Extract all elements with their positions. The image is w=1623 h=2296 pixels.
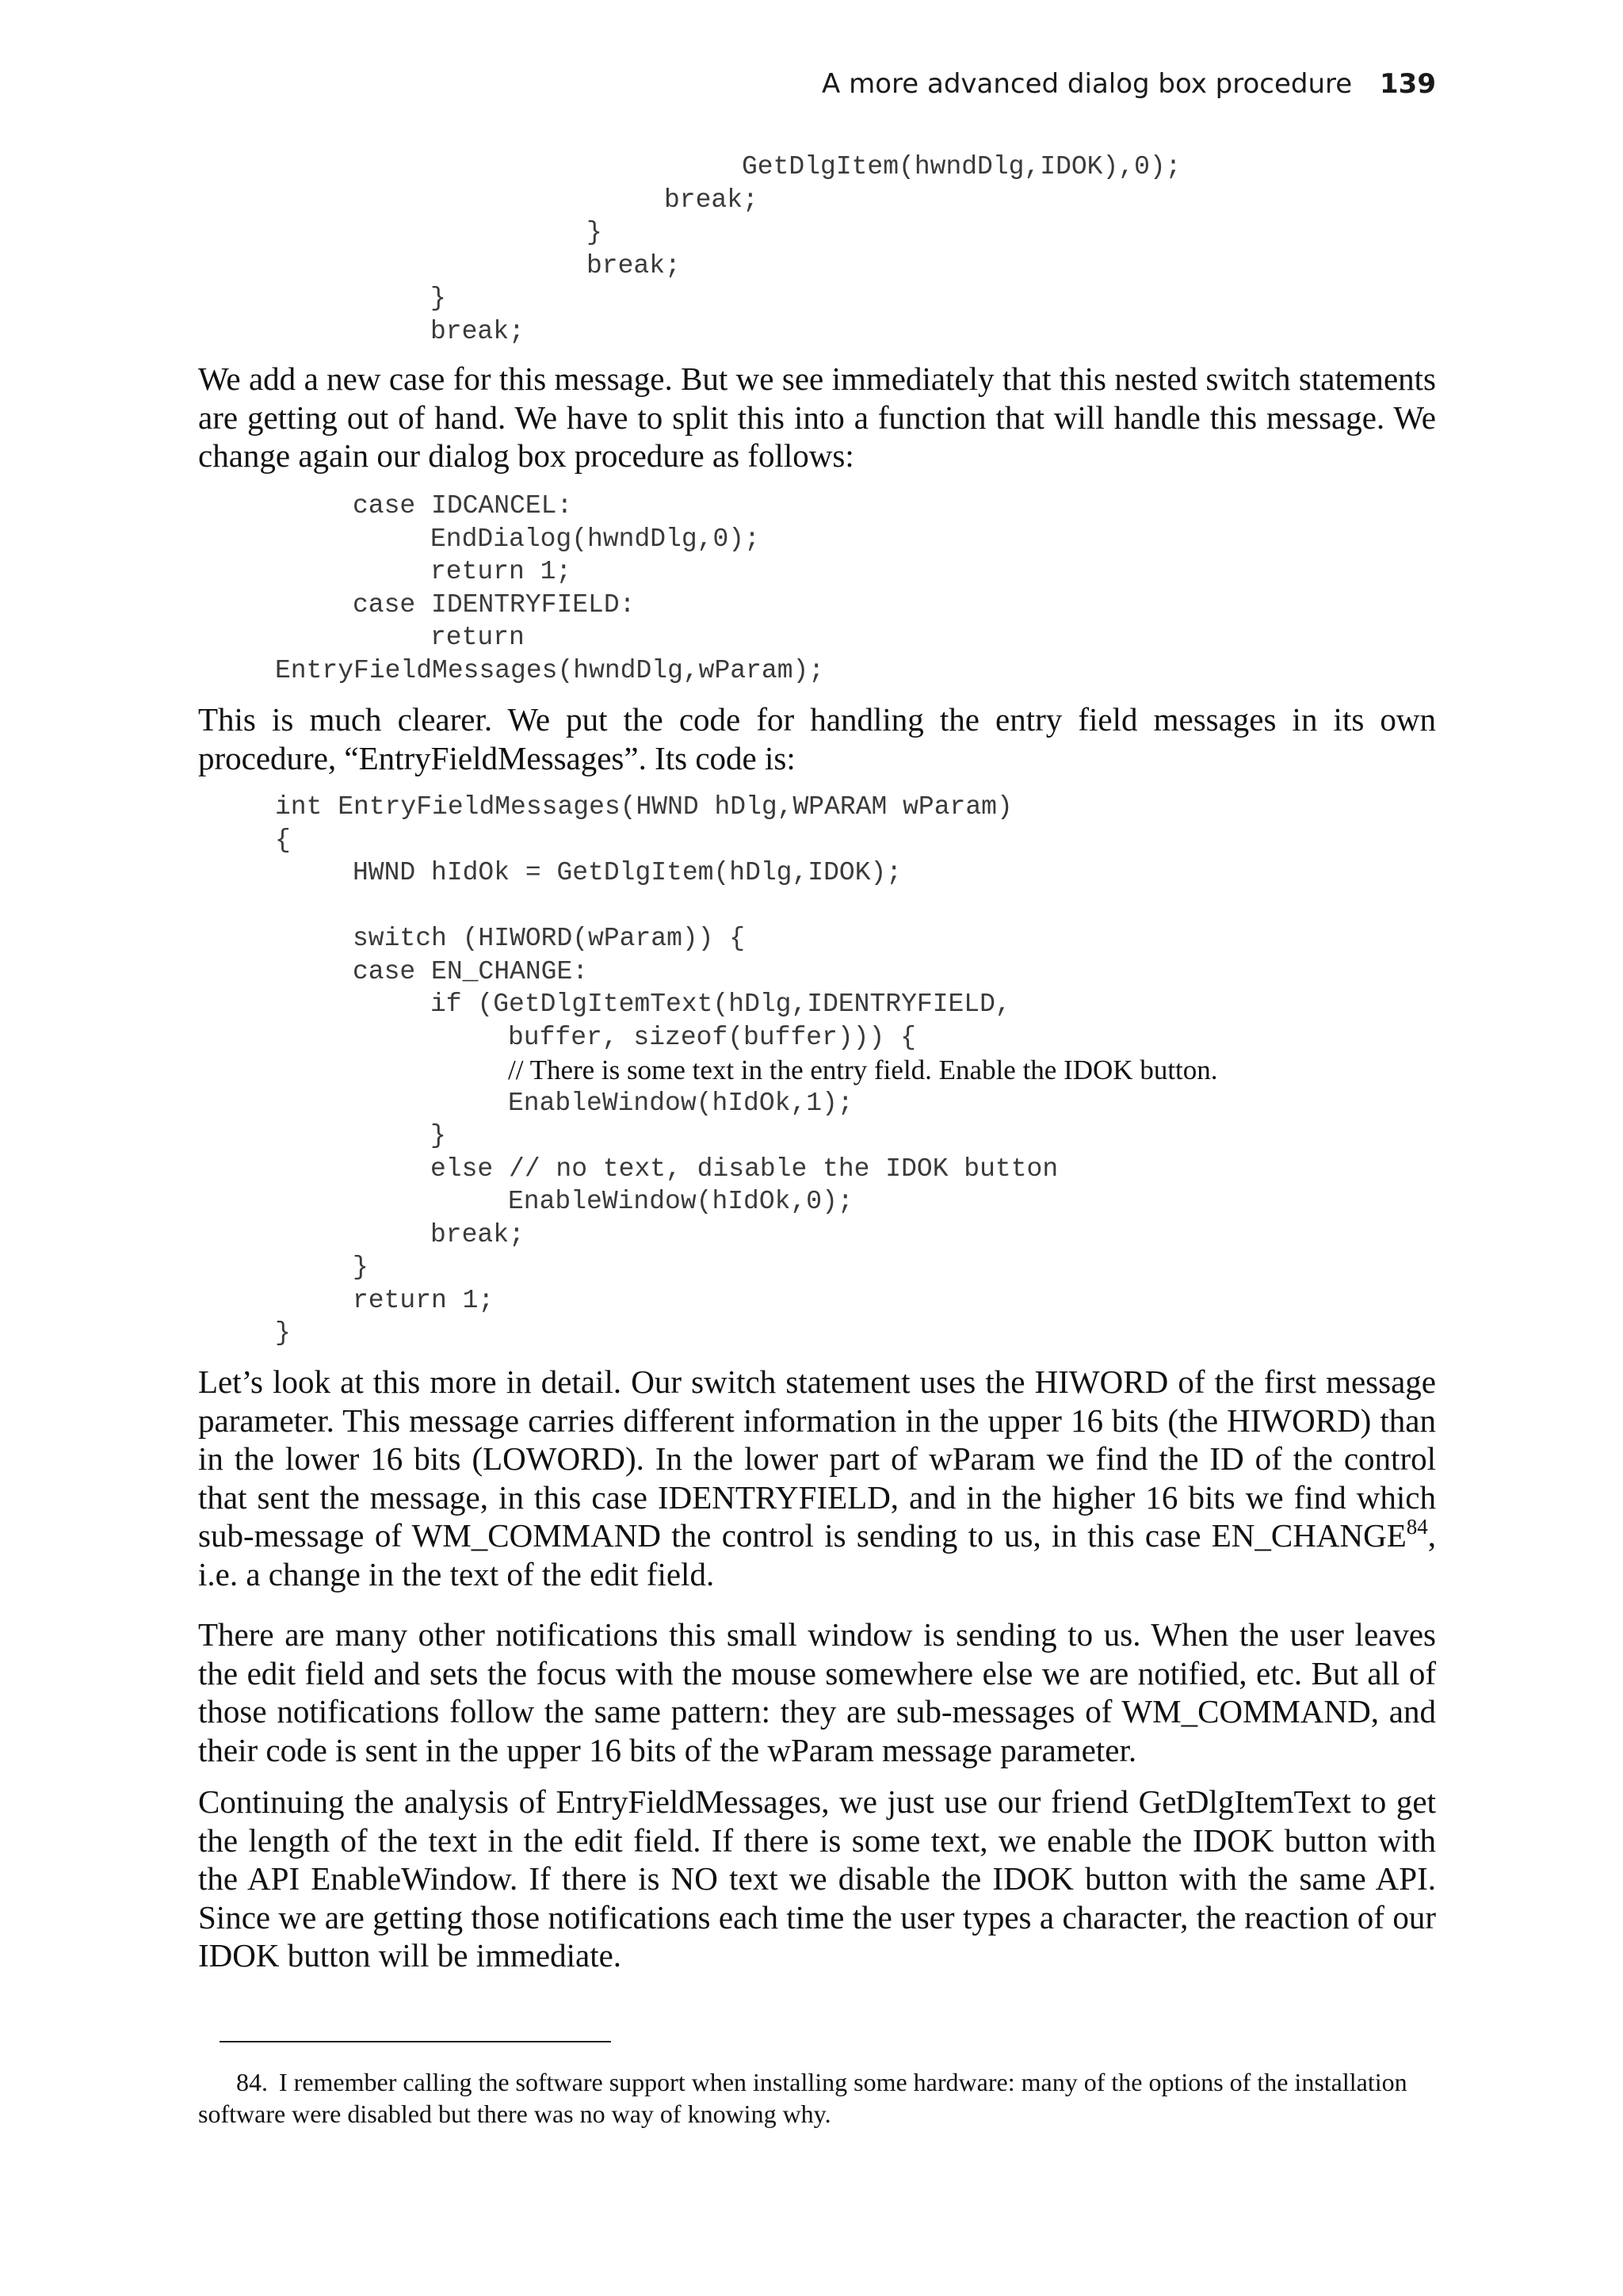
code-line: break; <box>430 1220 525 1249</box>
code-line: EnableWindow(hIdOk,1); <box>508 1089 854 1118</box>
paragraph: We add a new case for this message. But we see immediately that this nested switch statements are getting out of hand. We have to split this into a function that will handle this message. We change again our dialog box procedure as follows: <box>198 360 1436 474</box>
code-line: int EntryFieldMessages(HWND hDlg,WPARAM wParam) <box>275 792 1013 822</box>
code-line: } <box>275 1318 291 1348</box>
footnote-reference: 84 <box>1406 1515 1428 1539</box>
paragraph: Continuing the analysis of EntryFieldMessages, we just use our friend GetDlgItemText to get the length of the text in the edit field. If there is some text, we enable the IDOK button with the API EnableWindow. If there is NO text we disable the IDOK button with the same API. Since we are getting those notifications each time the user types a character, the reaction of our IDOK button will be immediate. <box>198 1783 1436 1974</box>
code-line: break; <box>586 251 681 280</box>
code-line: EndDialog(hwndDlg,0); <box>430 524 760 554</box>
code-line: } <box>430 1121 446 1150</box>
paragraph <box>198 1363 1436 1593</box>
code-line: return 1; <box>430 557 572 586</box>
code-line: if (GetDlgItemText(hDlg,IDENTRYFIELD, <box>430 990 1011 1019</box>
code-line: return 1; <box>353 1286 495 1315</box>
code-line: GetDlgItem(hwndDlg,IDOK),0); <box>742 152 1182 181</box>
code-line: case IDCANCEL: <box>353 491 573 521</box>
code-line: return <box>430 623 525 652</box>
running-head: A more advanced dialog box procedure <box>822 68 1353 100</box>
page-number: 139 <box>1380 68 1436 100</box>
code-comment: // There is some text in the entry field. Enable the IDOK button. <box>508 1055 1218 1085</box>
code-line: case IDENTRYFIELD: <box>353 590 636 620</box>
code-line: switch (HIWORD(wParam)) { <box>353 924 746 953</box>
code-line: buffer, sizeof(buffer))) { <box>508 1023 916 1052</box>
paragraph: There are many other notifications this small window is sending to us. When the user leaves the edit field and sets the focus with the mouse somewhere else we are notified, etc. But all of those notifications follow the same pattern: they are sub-messages of WM_COMMAND, and their code is sent in the upper 16 bits of the wParam message parameter. <box>198 1616 1436 1768</box>
footnote-number: 84. <box>236 2068 268 2096</box>
code-line: { <box>275 826 291 855</box>
code-line: EnableWindow(hIdOk,0); <box>508 1187 854 1216</box>
code-line: } <box>586 218 602 247</box>
code-line: else // no text, disable the IDOK button <box>430 1154 1059 1184</box>
code-line: HWND hIdOk = GetDlgItem(hDlg,IDOK); <box>353 858 903 887</box>
paragraph-text: , i.e. a change in the text of the edit field. <box>198 1517 1436 1592</box>
code-line: } <box>430 284 446 313</box>
paragraph-text: Let’s look at this more in detail. Our switch statement uses the HIWORD of the first message parameter. This message carries different information in the upper 16 bits (the HIWORD) than in the lower 16 bits (LOWORD). In the lower part of wParam we find the ID of the control that sent the message, in this case IDENTRYFIELD, and in the higher 16 bits we find which sub-message of WM_COMMAND the control is sending to us, in this case EN_CHANGE <box>198 1363 1436 1554</box>
paragraph: This is much clearer. We put the code for handling the entry field messages in its own procedure, “EntryFieldMessages”. Its code is: <box>198 701 1436 776</box>
footnote <box>198 2066 1436 2130</box>
code-line: break; <box>664 185 758 215</box>
code-line: EntryFieldMessages(hwndDlg,wParam); <box>275 656 825 685</box>
code-line: case EN_CHANGE: <box>353 957 589 986</box>
code-line: break; <box>430 317 525 346</box>
code-line <box>508 1054 1218 1087</box>
page-header <box>822 68 1436 100</box>
footnote-separator <box>220 2041 611 2042</box>
code-line: } <box>353 1253 369 1282</box>
footnote-text: I remember calling the software support when installing some hardware: many of the options of the installation software were disabled but there was no way of knowing why. <box>198 2068 1407 2128</box>
